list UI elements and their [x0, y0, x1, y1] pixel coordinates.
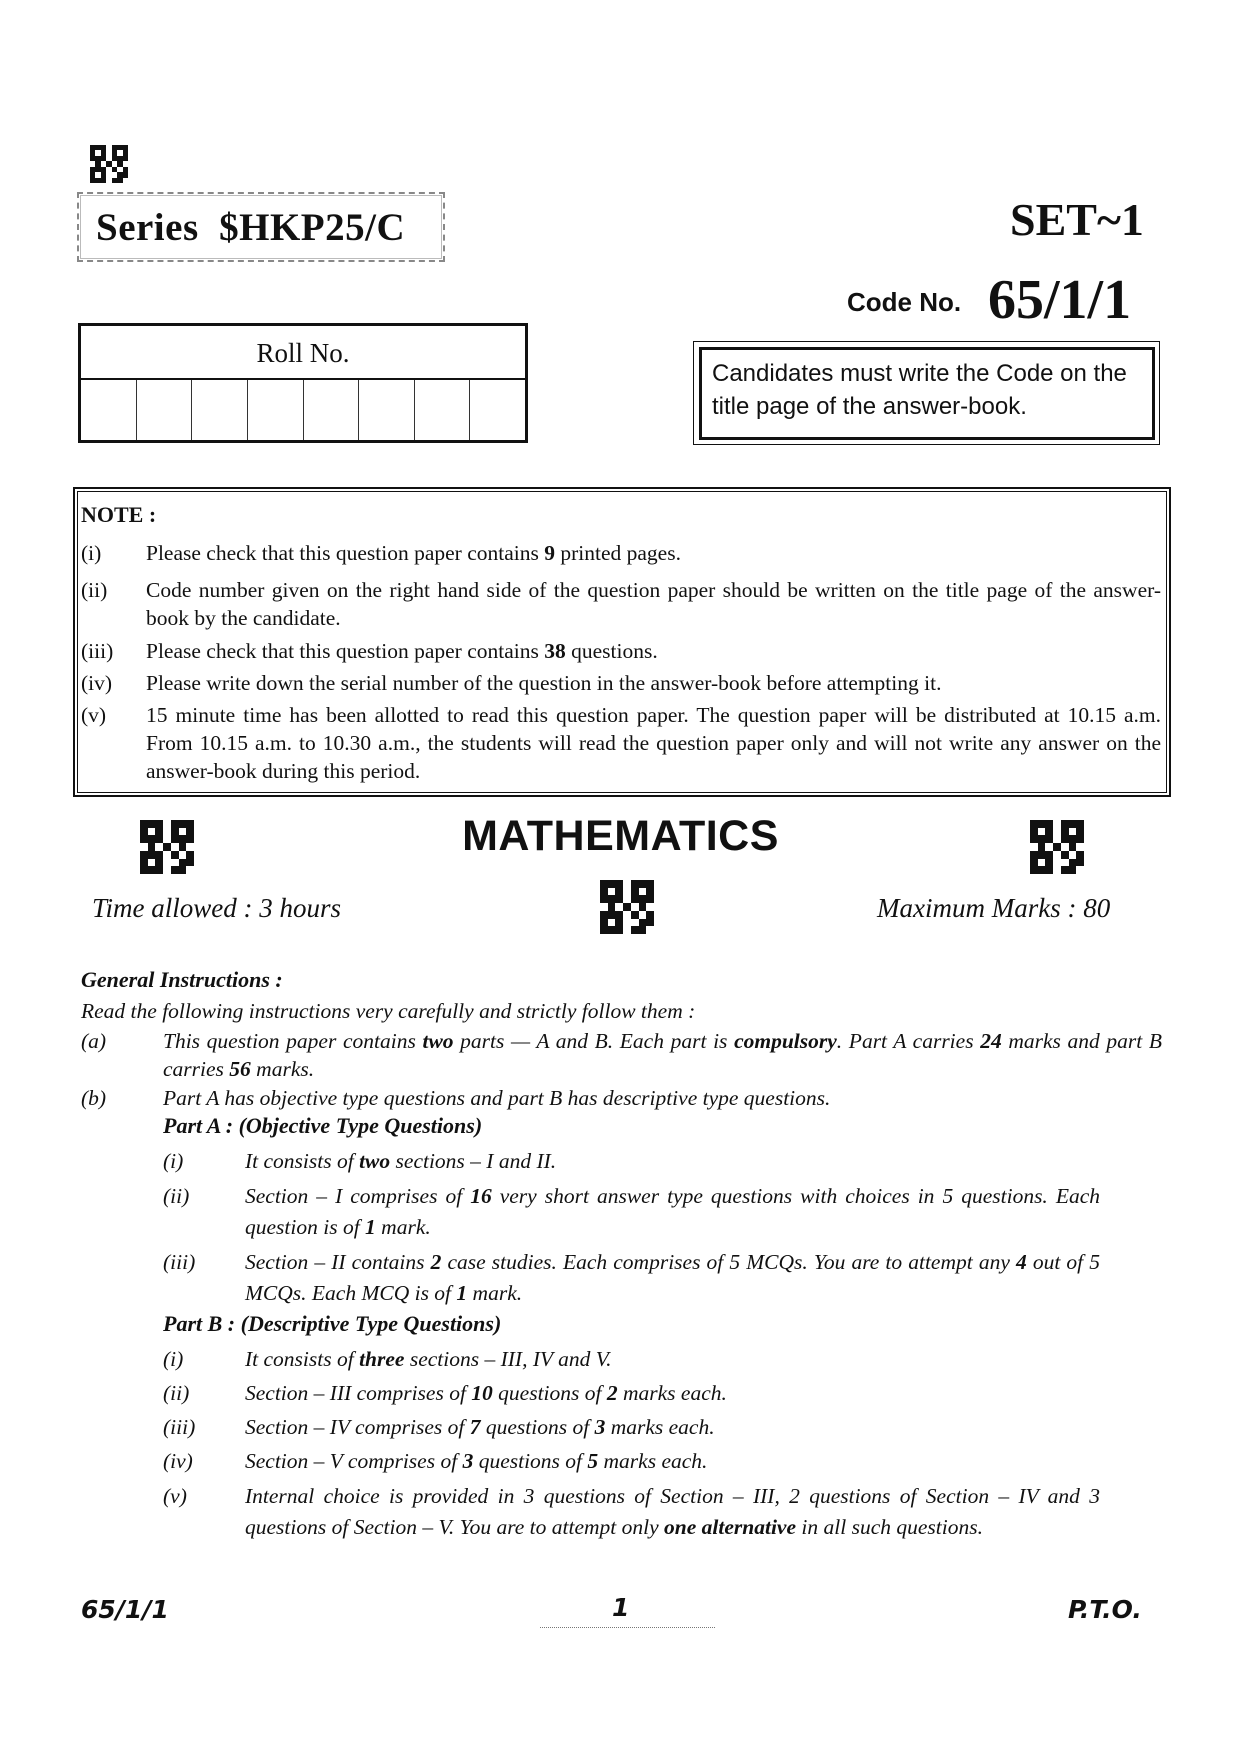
roll-no-cells[interactable] — [81, 380, 525, 440]
part-b-item-number: (i) — [163, 1347, 184, 1371]
page-number-underline — [540, 1627, 715, 1628]
qr-code-top — [90, 145, 128, 183]
footer-code: 65/1/1 — [81, 1595, 169, 1624]
part-a-item-number: (ii) — [163, 1184, 190, 1208]
roll-no-cell[interactable] — [248, 380, 304, 440]
qr-code-center — [600, 880, 654, 934]
part-b-item-text: Section – V comprises of 3 questions of 5 marks each. — [245, 1449, 708, 1473]
note-item-text: Please check that this question paper contains 38 questions. — [146, 639, 658, 663]
part-b-item-text: It consists of three sections – III, IV and V. — [245, 1347, 612, 1371]
part-a-item-text: Section – I comprises of 16 very short answer type questions with choices in 5 questions. Each question is of 1 mark. — [245, 1184, 1101, 1239]
part-a-item-number: (i) — [163, 1149, 184, 1173]
part-a-item-number: (iii) — [163, 1250, 196, 1274]
set-label: SET~1 — [1010, 194, 1144, 245]
part-b-item-number: (v) — [163, 1484, 187, 1508]
note-item-number: (i) — [81, 541, 102, 565]
part-a-item-text: It consists of two sections – I and II. — [245, 1149, 557, 1173]
code-no-value: 65/1/1 — [988, 269, 1132, 331]
roll-no-label: Roll No. — [256, 338, 350, 368]
instructions-intro: Read the following instructions very carefully and strictly follow them : — [81, 999, 696, 1023]
part-a-item-text: Section – II contains 2 case studies. Each comprises of 5 MCQs. You are to attempt any 4 out of 5 MCQs. Each MCQ is of 1 mark. — [245, 1250, 1100, 1305]
note-item-number: (ii) — [81, 578, 108, 602]
note-item-text: 15 minute time has been allotted to read this question paper. The question paper will be distributed at 10.15 a.m. From 10.15 a.m. to 10.30 a.m., the students will read the question paper only and will not write any answer on the answer-book during this period. — [146, 703, 1161, 783]
note-item-number: (iv) — [81, 671, 113, 695]
instruction-label: (a) — [81, 1029, 107, 1053]
roll-no-cell[interactable] — [470, 380, 525, 440]
note-item-text: Please check that this question paper contains 9 printed pages. — [146, 541, 681, 565]
instructions-title: General Instructions : — [81, 967, 283, 992]
time-allowed: Time allowed : 3 hours — [92, 893, 342, 923]
note-item-text: Code number given on the right hand side of the question paper should be written on the title page of the answer-book by the candidate. — [146, 578, 1161, 630]
roll-no-cell[interactable] — [137, 380, 193, 440]
maximum-marks: Maximum Marks : 80 — [877, 893, 1111, 923]
part-b-item-number: (iv) — [163, 1449, 193, 1473]
instruction-text: This question paper contains two parts — A and B. Each part is compulsory. Part A carries 24 marks and part B carries 56 marks. — [163, 1029, 1163, 1081]
roll-no-cell[interactable] — [359, 380, 415, 440]
part-b-item-text: Section – IV comprises of 7 questions of 3 marks each. — [245, 1415, 715, 1439]
roll-no-cell[interactable] — [415, 380, 471, 440]
roll-no-cell[interactable] — [81, 380, 137, 440]
part-b-item-text: Section – III comprises of 10 questions of 2 marks each. — [245, 1381, 727, 1405]
part-a-heading: Part A : (Objective Type Questions) — [163, 1113, 483, 1138]
note-item-number: (v) — [81, 703, 107, 727]
footer-pto: P.T.O. — [1068, 1595, 1142, 1624]
roll-no-cell[interactable] — [192, 380, 248, 440]
note-title: NOTE : — [81, 502, 157, 527]
part-b-item-number: (iii) — [163, 1415, 196, 1439]
page-number: 1 — [612, 1593, 630, 1622]
note-item-text: Please write down the serial number of the question in the answer-book before attempting it. — [146, 671, 942, 695]
series-label: Series $HKP25/C — [96, 206, 406, 249]
code-no-label: Code No. — [847, 287, 962, 317]
part-b-item-text: Internal choice is provided in 3 questions of Section – III, 2 questions of Section – IV and 3 questions of Section – V. You are to attempt only one alternative in all such questions. — [245, 1484, 1100, 1539]
instruction-text: Part A has objective type questions and part B has descriptive type questions. — [163, 1086, 831, 1110]
subject-title: MATHEMATICS — [462, 812, 779, 860]
instruction-label: (b) — [81, 1086, 107, 1110]
note-item-number: (iii) — [81, 639, 114, 663]
roll-no-cell[interactable] — [304, 380, 360, 440]
part-b-item-number: (ii) — [163, 1381, 190, 1405]
candidates-note: Candidates must write the Code on the title page of the answer-book. — [699, 347, 1155, 440]
part-b-heading: Part B : (Descriptive Type Questions) — [163, 1311, 502, 1336]
